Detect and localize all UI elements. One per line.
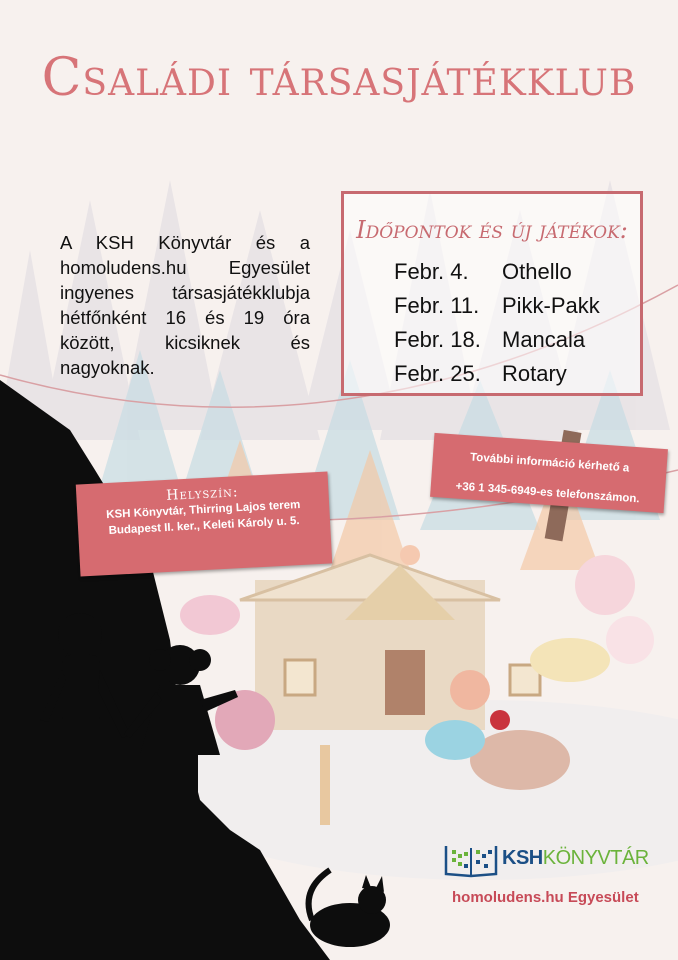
ksh-konyvtar-logo xyxy=(444,838,649,878)
schedule-game: Othello xyxy=(502,259,572,284)
intro-text: A KSH Könyvtár és a homoludens.hu Egyesület ingyenes társasjátékklubja hétfőnként 16 és 19 óra között, kicsiknek és nagyoknak. xyxy=(60,232,310,378)
schedule-box xyxy=(341,191,643,396)
schedule-game: Pikk-Pakk xyxy=(502,293,600,318)
logo-text xyxy=(502,847,649,870)
schedule-item xyxy=(394,259,600,293)
page-title: Családi társasjátékklub xyxy=(41,48,637,108)
logo-konyvtar: KÖNYVTÁR xyxy=(542,846,649,869)
location-heading: Helyszín: xyxy=(165,484,239,504)
location-line-1: KSH Könyvtár, Thirring Lajos terem xyxy=(105,498,301,522)
schedule-item xyxy=(394,361,600,395)
location-line-2: Budapest II. ker., Keleti Károly u. 5. xyxy=(108,515,300,537)
cat-silhouette xyxy=(309,870,390,947)
schedule-list xyxy=(394,259,600,395)
location-sign xyxy=(76,471,332,576)
info-line-2: +36 1 345-6949-es telefonszámon. xyxy=(455,480,641,506)
schedule-game: Rotary xyxy=(502,361,567,386)
schedule-item xyxy=(394,327,600,361)
schedule-heading: Időpontok és új játékok: xyxy=(356,216,628,244)
schedule-date: Febr. 11. xyxy=(394,293,480,318)
schedule-date: Febr. 25. xyxy=(394,361,481,386)
logo-ksh: KSH xyxy=(502,846,543,869)
schedule-date: Febr. 18. xyxy=(394,327,481,352)
schedule-game: Mancala xyxy=(502,327,586,352)
schedule-date: Febr. 4. xyxy=(394,259,469,284)
book-icon xyxy=(444,838,498,878)
association-name: homoludens.hu Egyesület xyxy=(452,889,639,906)
schedule-item xyxy=(394,293,600,327)
info-line-1: További információ kérhető a xyxy=(469,451,630,475)
